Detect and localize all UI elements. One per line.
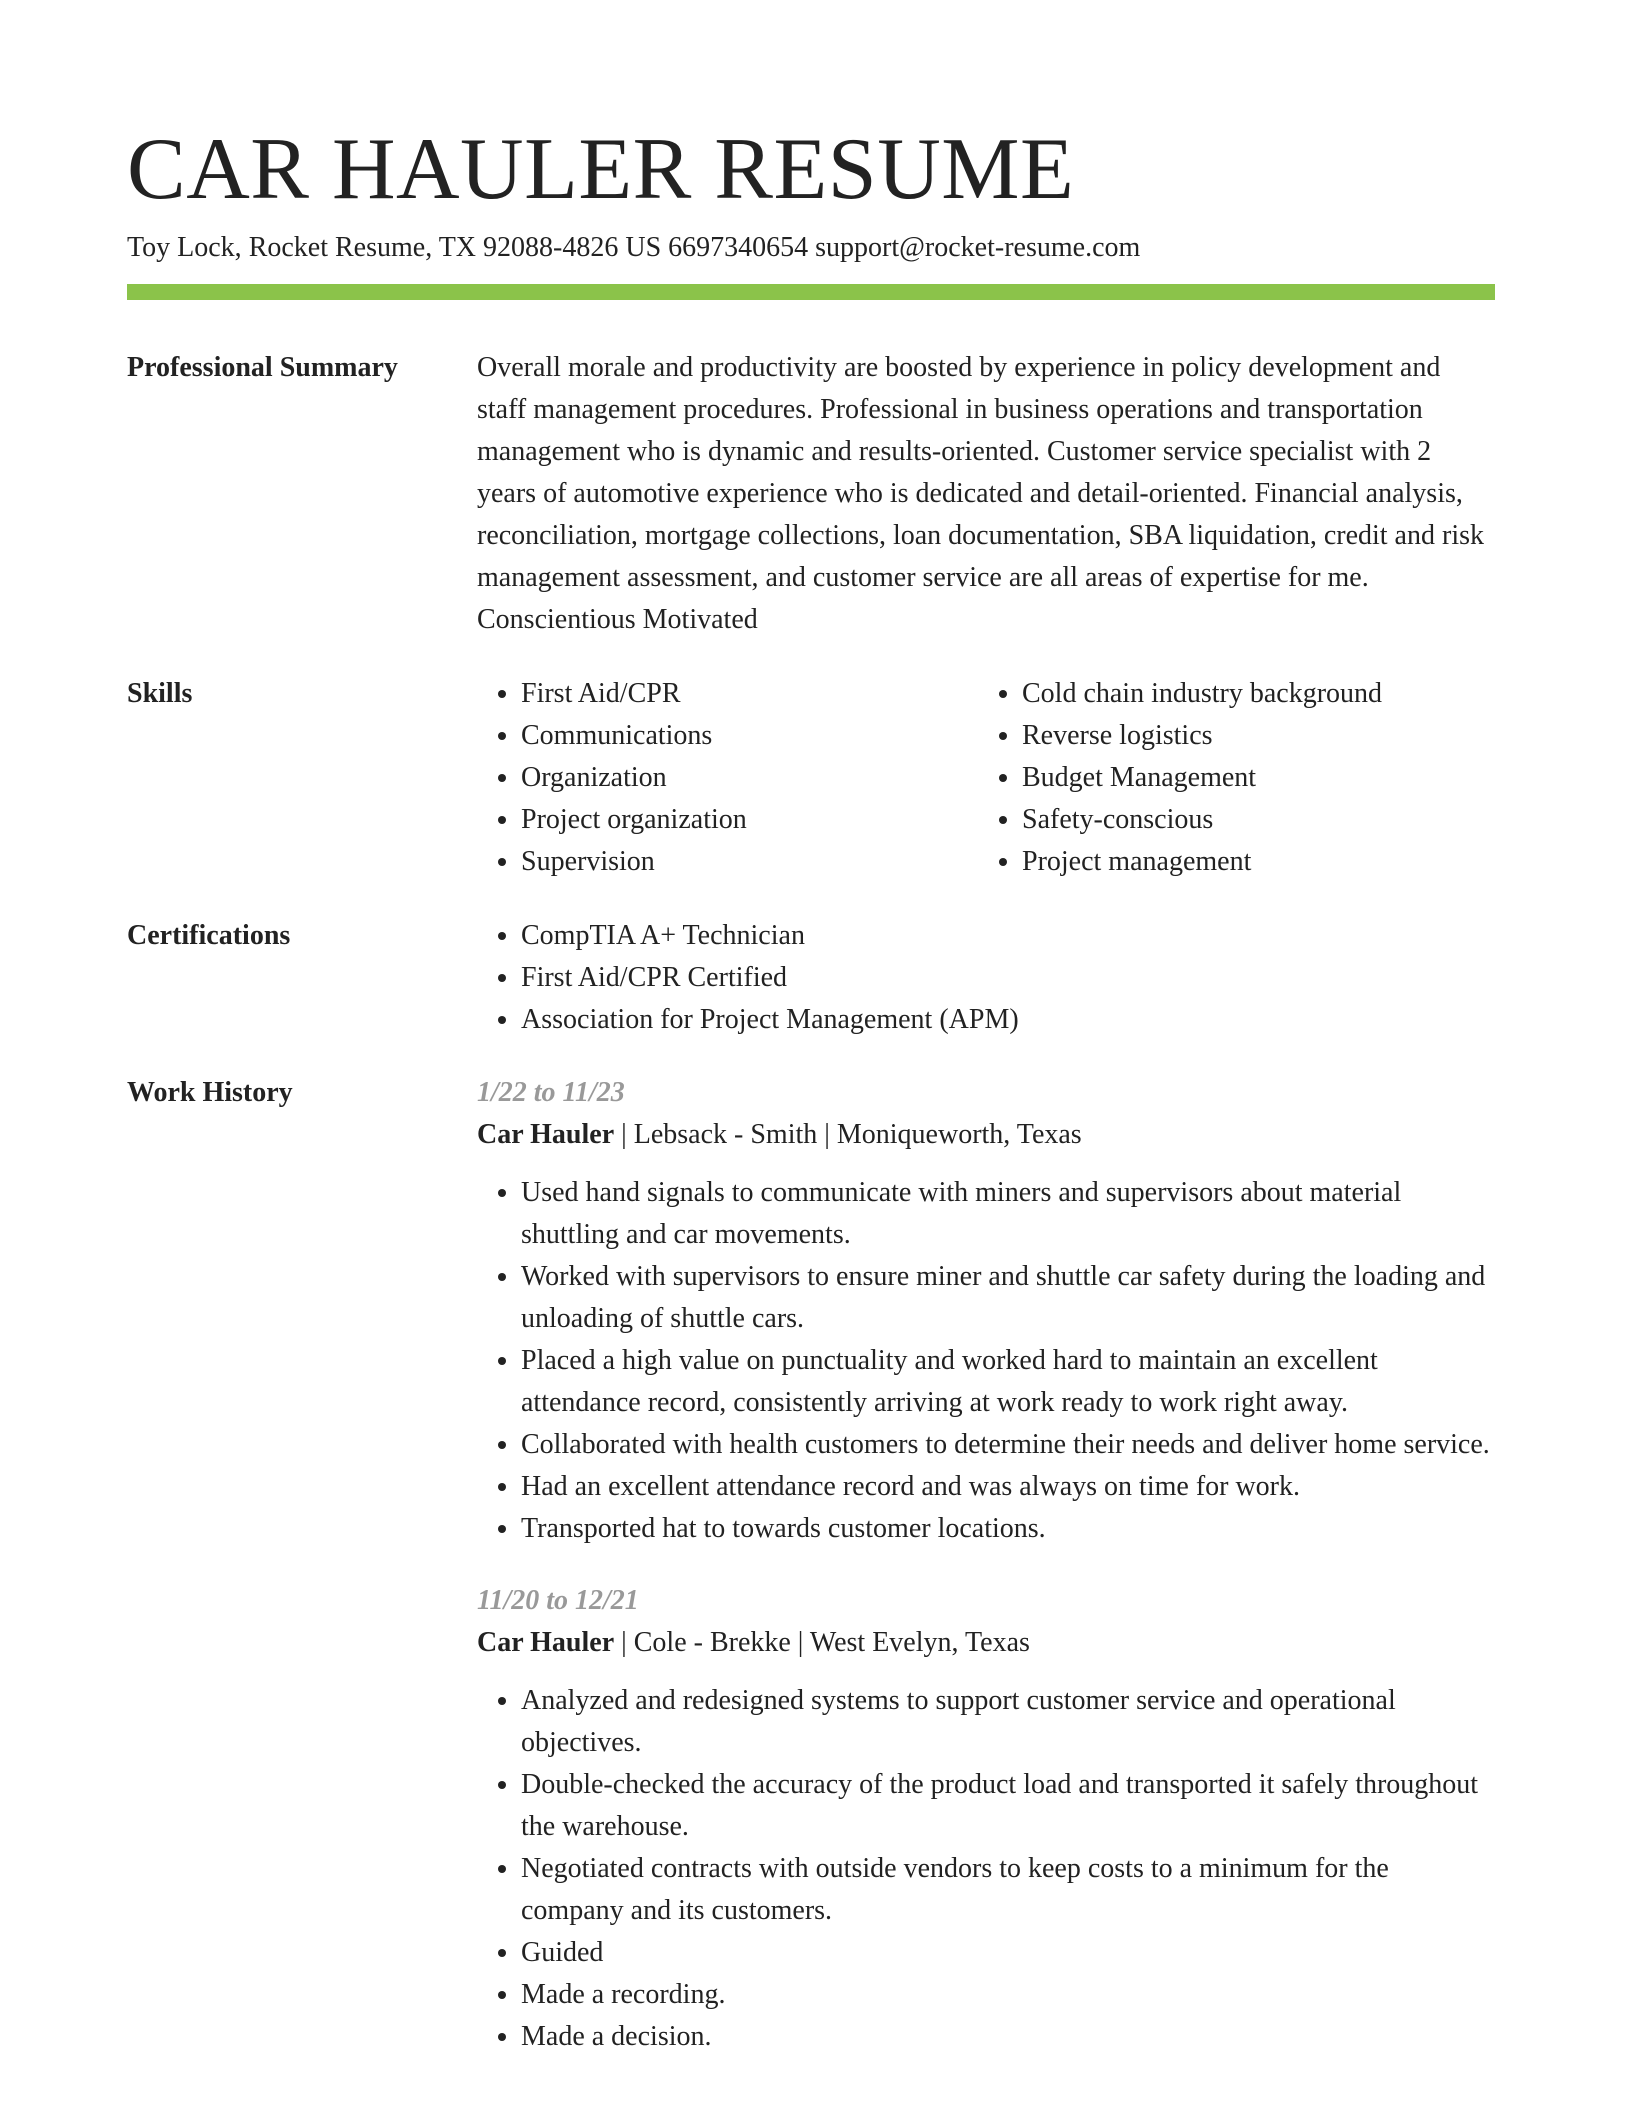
job-bullet: • Used hand signals to communicate with miners and supervisors about material shuttling and car movements. bbox=[521, 1172, 1495, 1256]
job-bullet: • Had an excellent attendance record and was always on time for work. bbox=[521, 1466, 1495, 1508]
job-bullet: • Collaborated with health customers to determine their needs and deliver home service. bbox=[521, 1424, 1495, 1466]
skill-item: • Reverse logistics bbox=[1022, 715, 1502, 757]
skill-item: • Supervision bbox=[521, 841, 1001, 883]
certification-item: • First Aid/CPR Certified bbox=[521, 957, 1495, 999]
job-heading bbox=[477, 1622, 1495, 1664]
job-bullet: • Made a recording. bbox=[521, 1974, 1495, 2016]
job-bullets bbox=[477, 1172, 1495, 1550]
skill-item: • Communications bbox=[521, 715, 1001, 757]
job-bullets bbox=[477, 1680, 1495, 2058]
accent-divider bbox=[127, 284, 1495, 300]
skill-item: • Project organization bbox=[521, 799, 1001, 841]
job-bullet: • Negotiated contracts with outside vendors to keep costs to a minimum for the company and its customers. bbox=[521, 1848, 1495, 1932]
job-title: Car Hauler bbox=[477, 1627, 615, 1658]
skill-item: • Budget Management bbox=[1022, 757, 1502, 799]
skill-item: • Project management bbox=[1022, 841, 1502, 883]
resume-title: CAR HAULER RESUME bbox=[127, 121, 1075, 218]
skills-label: Skills bbox=[127, 678, 193, 709]
job-details: | Cole - Brekke | West Evelyn, Texas bbox=[614, 1627, 1030, 1658]
certification-item: • CompTIA A+ Technician bbox=[521, 915, 1495, 957]
job-details: | Lebsack - Smith | Moniqueworth, Texas bbox=[614, 1119, 1082, 1150]
skill-item: • Cold chain industry background bbox=[1022, 673, 1502, 715]
summary-text: Overall morale and productivity are boosted by experience in policy development and staff management procedures. Professional in business operations and transportation management who is dynamic and results-oriented. Customer service specialist with 2 years of automotive experience who is dedicated and detail-oriented. Financial analysis, reconciliation, mortgage collections, loan documentation, SBA liquidation, credit and risk management assessment, and customer service are all areas of expertise for me. Conscientious Motivated bbox=[477, 352, 1484, 635]
certifications-content bbox=[477, 915, 1495, 1041]
job-dates: 1/22 to 11/23 bbox=[477, 1077, 625, 1108]
contact-address: Rocket Resume, TX 92088-4826 US bbox=[248, 232, 662, 263]
job-heading bbox=[477, 1114, 1495, 1156]
job-bullet: • Analyzed and redesigned systems to support customer service and operational objectives. bbox=[521, 1680, 1495, 1764]
job-bullet: • Double-checked the accuracy of the product load and transported it safely throughout the warehouse. bbox=[521, 1764, 1495, 1848]
skill-item: • Safety-conscious bbox=[1022, 799, 1502, 841]
contact-phone: 6697340654 bbox=[668, 232, 809, 263]
contact-person: Toy Lock, bbox=[127, 232, 242, 263]
job-title: Car Hauler bbox=[477, 1119, 615, 1150]
job-entry bbox=[477, 1580, 1495, 2058]
work-history-label: Work History bbox=[127, 1077, 293, 1108]
skills-content bbox=[477, 673, 1495, 883]
work-history-content bbox=[477, 1072, 1495, 2058]
contact-email: support@rocket-resume.com bbox=[815, 232, 1141, 263]
job-bullet: • Placed a high value on punctuality and worked hard to maintain an excellent attendance record, consistently arriving at work ready to work right away. bbox=[521, 1340, 1495, 1424]
summary-label: Professional Summary bbox=[127, 352, 398, 383]
summary-content bbox=[477, 347, 1495, 641]
job-bullet: • Transported hat to towards customer locations. bbox=[521, 1508, 1495, 1550]
certifications-list bbox=[477, 915, 1495, 1041]
certifications-label: Certifications bbox=[127, 920, 291, 951]
job-entry bbox=[477, 1072, 1495, 1550]
skill-item: • Organization bbox=[521, 757, 1001, 799]
certification-item: • Association for Project Management (APM) bbox=[521, 999, 1495, 1041]
skills-columns bbox=[477, 673, 1495, 883]
skill-item: • First Aid/CPR bbox=[521, 673, 1001, 715]
job-bullet: • Made a decision. bbox=[521, 2016, 1495, 2058]
job-bullet: • Worked with supervisors to ensure miner and shuttle car safety during the loading and unloading of shuttle cars. bbox=[521, 1256, 1495, 1340]
contact-line bbox=[127, 230, 1140, 266]
skills-list-right bbox=[978, 673, 1502, 883]
skills-list-left bbox=[477, 673, 1001, 883]
job-dates: 11/20 to 12/21 bbox=[477, 1585, 639, 1616]
job-bullet: • Guided bbox=[521, 1932, 1495, 1974]
